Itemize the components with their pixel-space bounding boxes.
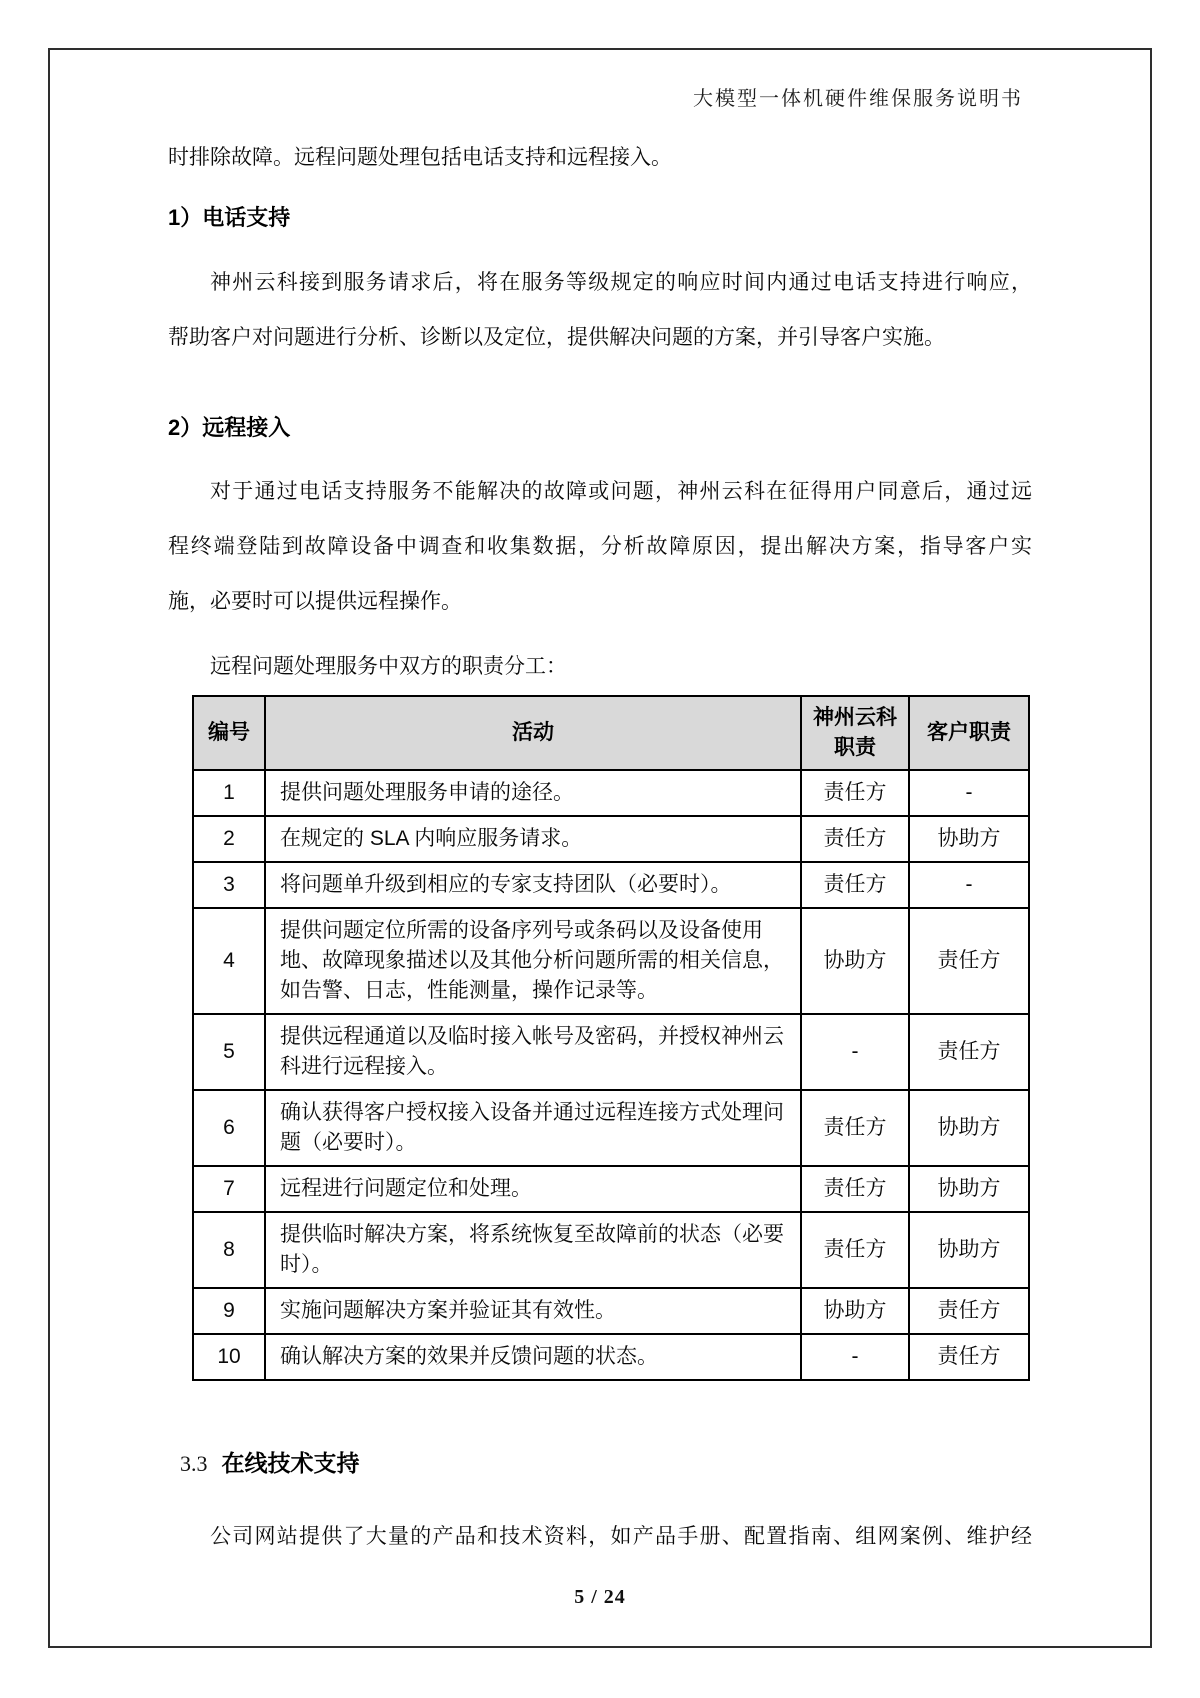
table-row <box>193 816 1029 862</box>
paragraph-line: 帮助客户对问题进行分析、诊断以及定位，提供解决问题的方案，并引导客户实施。 <box>168 326 945 349</box>
table-lead-line: 远程问题处理服务中双方的职责分工： <box>210 655 567 678</box>
customer-role-cell: 责任方 <box>909 1014 1029 1090</box>
activity-cell: 远程进行问题定位和处理。 <box>265 1166 801 1212</box>
activity-cell: 实施问题解决方案并验证其有效性。 <box>265 1288 801 1334</box>
customer-role-cell: 责任方 <box>909 908 1029 1014</box>
activity-cell: 确认解决方案的效果并反馈问题的状态。 <box>265 1334 801 1380</box>
customer-role-cell: 责任方 <box>909 1288 1029 1334</box>
vendor-role-cell: 责任方 <box>801 1166 909 1212</box>
page-content <box>168 0 1032 1564</box>
table-row <box>193 1090 1029 1166</box>
page-header-title: 大模型一体机硬件维保服务说明书 <box>693 88 1023 110</box>
vendor-role-cell: 责任方 <box>801 1090 909 1166</box>
paragraph-line: 神州云科接到服务请求后，将在服务等级规定的响应时间内通过电话支持进行响应， <box>210 271 1032 294</box>
table-row <box>193 1212 1029 1288</box>
row-number-cell: 6 <box>193 1090 265 1166</box>
table-row <box>193 862 1029 908</box>
table-row <box>193 908 1029 1014</box>
vendor-role-cell: 责任方 <box>801 862 909 908</box>
vendor-role-cell: - <box>801 1334 909 1380</box>
table-header-row <box>193 696 1029 770</box>
row-number-cell: 1 <box>193 770 265 816</box>
row-number-cell: 9 <box>193 1288 265 1334</box>
activity-cell: 确认获得客户授权接入设备并通过远程连接方式处理问题（必要时）。 <box>265 1090 801 1166</box>
table-row <box>193 1014 1029 1090</box>
vendor-role-cell: - <box>801 1014 909 1090</box>
activity-cell: 在规定的 SLA 内响应服务请求。 <box>265 816 801 862</box>
responsibility-table <box>192 695 1030 1381</box>
phone-support-heading: 1）电话支持 <box>168 205 291 230</box>
remote-access-heading: 2）远程接入 <box>168 415 291 440</box>
activity-cell: 将问题单升级到相应的专家支持团队（必要时）。 <box>265 862 801 908</box>
vendor-role-cell: 责任方 <box>801 1212 909 1288</box>
online-support-heading <box>168 1441 1032 1486</box>
row-number-cell: 2 <box>193 816 265 862</box>
customer-role-cell: 协助方 <box>909 816 1029 862</box>
table-row <box>193 1166 1029 1212</box>
customer-role-cell: 协助方 <box>909 1212 1029 1288</box>
activity-cell: 提供远程通道以及临时接入帐号及密码，并授权神州云科进行远程接入。 <box>265 1014 801 1090</box>
col-header-activity: 活动 <box>265 696 801 770</box>
activity-cell: 提供临时解决方案，将系统恢复至故障前的状态（必要时）。 <box>265 1212 801 1288</box>
row-number-cell: 3 <box>193 862 265 908</box>
table-row <box>193 770 1029 816</box>
activity-cell: 提供问题处理服务申请的途径。 <box>265 770 801 816</box>
paragraph-line: 程终端登陆到故障设备中调查和收集数据，分析故障原因，提出解决方案，指导客户实 <box>168 535 1032 558</box>
row-number-cell: 4 <box>193 908 265 1014</box>
row-number-cell: 10 <box>193 1334 265 1380</box>
remote-access-paragraph <box>168 464 1032 629</box>
vendor-role-cell: 协助方 <box>801 908 909 1014</box>
customer-role-cell: 责任方 <box>909 1334 1029 1380</box>
vendor-role-cell: 责任方 <box>801 816 909 862</box>
paragraph-line: 施，必要时可以提供远程操作。 <box>168 590 462 613</box>
col-header-customer-role: 客户职责 <box>909 696 1029 770</box>
col-header-number: 编号 <box>193 696 265 770</box>
customer-role-cell: 协助方 <box>909 1090 1029 1166</box>
customer-role-cell: - <box>909 770 1029 816</box>
table-row <box>193 1288 1029 1334</box>
customer-role-cell: 协助方 <box>909 1166 1029 1212</box>
activity-cell: 提供问题定位所需的设备序列号或条码以及设备使用地、故障现象描述以及其他分析问题所需的相关信息，如告警、日志，性能测量，操作记录等。 <box>265 908 801 1014</box>
row-number-cell: 8 <box>193 1212 265 1288</box>
vendor-role-cell: 责任方 <box>801 770 909 816</box>
customer-role-cell: - <box>909 862 1029 908</box>
col-header-vendor-role: 神州云科职责 <box>801 696 909 770</box>
row-number-cell: 5 <box>193 1014 265 1090</box>
section-number: 3.3 <box>180 1451 208 1476</box>
phone-support-paragraph <box>168 255 1032 365</box>
intro-paragraph-line: 时排除故障。远程问题处理包括电话支持和远程接入。 <box>168 146 672 169</box>
vendor-role-cell: 协助方 <box>801 1288 909 1334</box>
paragraph-line: 对于通过电话支持服务不能解决的故障或问题，神州云科在征得用户同意后，通过远 <box>210 480 1032 503</box>
online-support-paragraph-line: 公司网站提供了大量的产品和技术资料，如产品手册、配置指南、组网案例、维护经 <box>210 1525 1032 1548</box>
section-title: 在线技术支持 <box>221 1450 360 1476</box>
table-row <box>193 1334 1029 1380</box>
page-footer: 5 / 24 <box>574 1586 626 1608</box>
row-number-cell: 7 <box>193 1166 265 1212</box>
